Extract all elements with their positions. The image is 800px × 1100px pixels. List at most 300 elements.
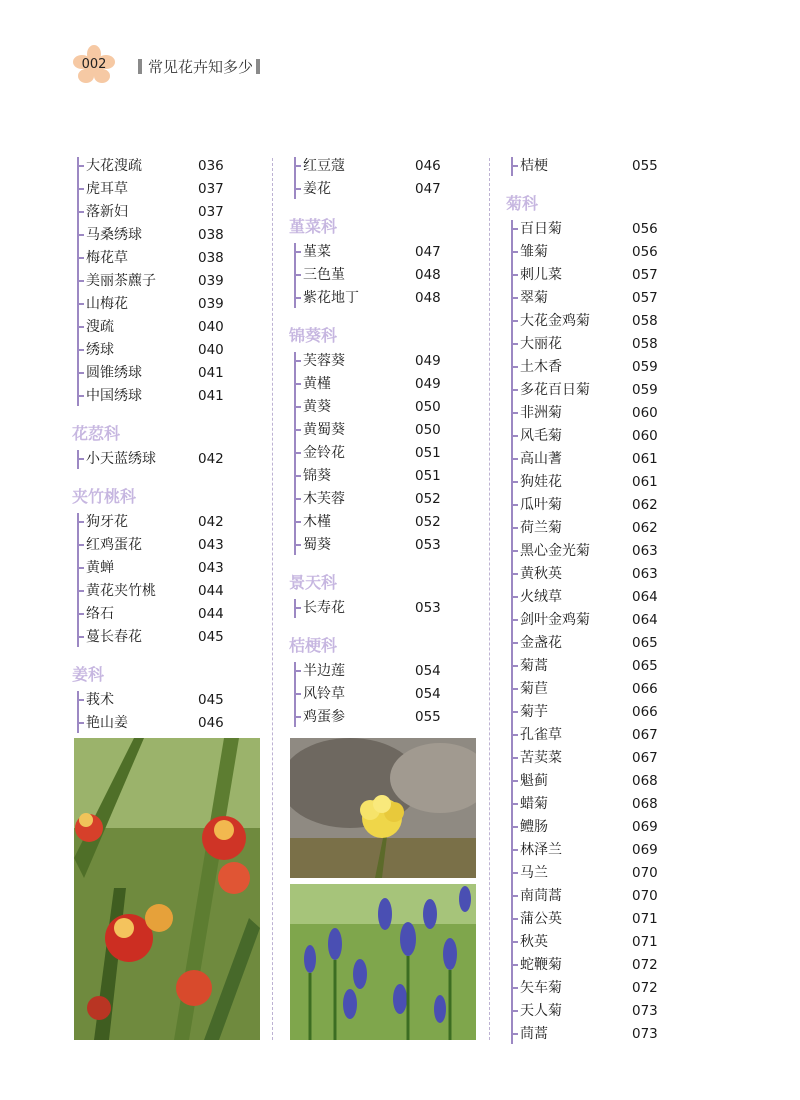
entry-page-number: 069 bbox=[632, 819, 658, 835]
index-entry[interactable] bbox=[506, 816, 696, 839]
index-column-2 bbox=[289, 155, 479, 737]
entry-page-number: 070 bbox=[632, 865, 658, 881]
entry-name: 艳山姜 bbox=[86, 715, 128, 731]
entry-page-number: 059 bbox=[632, 359, 658, 375]
entry-tick bbox=[78, 303, 84, 305]
entry-page-number: 052 bbox=[415, 514, 441, 530]
entry-page-number: 041 bbox=[198, 365, 224, 381]
entry-page-number: 059 bbox=[632, 382, 658, 398]
entry-name: 林泽兰 bbox=[520, 842, 562, 858]
title-bar-left bbox=[138, 59, 142, 74]
entry-tick bbox=[295, 274, 301, 276]
index-entry[interactable] bbox=[506, 540, 696, 563]
index-entry[interactable] bbox=[72, 362, 262, 385]
entry-page-number: 037 bbox=[198, 204, 224, 220]
index-entry[interactable] bbox=[72, 316, 262, 339]
entry-page-number: 060 bbox=[632, 428, 658, 444]
entry-name: 黄葵 bbox=[303, 399, 331, 415]
page-title: 常见花卉知多少 bbox=[148, 58, 254, 76]
index-entry[interactable] bbox=[289, 373, 479, 396]
index-entry[interactable] bbox=[72, 201, 262, 224]
entry-tick bbox=[512, 757, 518, 759]
family-heading: 姜科 bbox=[72, 665, 105, 684]
index-entry[interactable] bbox=[289, 241, 479, 264]
index-entry[interactable] bbox=[506, 448, 696, 471]
family-heading: 堇菜科 bbox=[289, 217, 338, 236]
index-group bbox=[289, 155, 479, 201]
family-heading: 桔梗科 bbox=[289, 636, 338, 655]
entry-page-number: 056 bbox=[632, 221, 658, 237]
entry-tick bbox=[512, 803, 518, 805]
column-separator bbox=[489, 158, 490, 1040]
index-group bbox=[72, 155, 262, 408]
entry-tick bbox=[512, 734, 518, 736]
entry-tick bbox=[512, 1010, 518, 1012]
entry-tick bbox=[78, 544, 84, 546]
index-entry[interactable] bbox=[506, 632, 696, 655]
page-number: 002 bbox=[81, 57, 107, 72]
entry-tick bbox=[512, 435, 518, 437]
index-entry[interactable] bbox=[506, 155, 696, 178]
index-entry[interactable] bbox=[289, 465, 479, 488]
index-entry[interactable] bbox=[506, 494, 696, 517]
entry-name: 黄槿 bbox=[303, 376, 331, 392]
index-entry[interactable] bbox=[72, 155, 262, 178]
entry-page-number: 055 bbox=[632, 158, 658, 174]
entry-page-number: 071 bbox=[632, 934, 658, 950]
entry-page-number: 037 bbox=[198, 181, 224, 197]
entry-tick bbox=[295, 716, 301, 718]
entry-tick bbox=[78, 257, 84, 259]
entry-tick bbox=[295, 165, 301, 167]
entry-name: 红豆蔻 bbox=[303, 158, 345, 174]
index-entry[interactable] bbox=[506, 839, 696, 862]
entry-name: 荷兰菊 bbox=[520, 520, 562, 536]
index-group bbox=[289, 660, 479, 729]
index-entry[interactable] bbox=[506, 1000, 696, 1023]
index-entry[interactable] bbox=[72, 534, 262, 557]
entry-tick bbox=[295, 360, 301, 362]
index-group bbox=[72, 511, 262, 649]
entry-name: 莪术 bbox=[86, 692, 114, 708]
entry-page-number: 041 bbox=[198, 388, 224, 404]
entry-page-number: 039 bbox=[198, 273, 224, 289]
title-bar-right bbox=[256, 59, 260, 74]
entry-page-number: 064 bbox=[632, 589, 658, 605]
index-entry[interactable] bbox=[506, 862, 696, 885]
entry-tick bbox=[512, 412, 518, 414]
index-entry[interactable] bbox=[506, 425, 696, 448]
entry-tick bbox=[512, 688, 518, 690]
entry-name: 小天蓝绣球 bbox=[86, 451, 156, 467]
entry-page-number: 062 bbox=[632, 520, 658, 536]
entry-page-number: 054 bbox=[415, 686, 441, 702]
entry-page-number: 067 bbox=[632, 727, 658, 743]
index-entry[interactable] bbox=[72, 448, 262, 471]
entry-tick bbox=[512, 665, 518, 667]
entry-page-number: 039 bbox=[198, 296, 224, 312]
entry-tick bbox=[512, 527, 518, 529]
entry-name: 落新妇 bbox=[86, 204, 128, 220]
entry-page-number: 065 bbox=[632, 635, 658, 651]
entry-name: 半边莲 bbox=[303, 663, 345, 679]
entry-tick bbox=[295, 607, 301, 609]
entry-name: 蜡菊 bbox=[520, 796, 548, 812]
entry-tick bbox=[512, 389, 518, 391]
entry-name: 非洲菊 bbox=[520, 405, 562, 421]
entry-name: 络石 bbox=[86, 606, 114, 622]
entry-name: 孔雀草 bbox=[520, 727, 562, 743]
entry-name: 金盏花 bbox=[520, 635, 562, 651]
index-entry[interactable] bbox=[506, 1023, 696, 1046]
entry-tick bbox=[512, 251, 518, 253]
index-entry[interactable] bbox=[289, 155, 479, 178]
entry-tick bbox=[512, 458, 518, 460]
index-entry[interactable] bbox=[289, 511, 479, 534]
entry-page-number: 051 bbox=[415, 445, 441, 461]
index-entry[interactable] bbox=[72, 224, 262, 247]
index-entry[interactable] bbox=[72, 270, 262, 293]
entry-name: 桔梗 bbox=[520, 158, 548, 174]
index-entry[interactable] bbox=[289, 442, 479, 465]
entry-name: 蔓长春花 bbox=[86, 629, 142, 645]
entry-page-number: 068 bbox=[632, 796, 658, 812]
entry-name: 黑心金光菊 bbox=[520, 543, 590, 559]
entry-name: 锦葵 bbox=[303, 468, 331, 484]
entry-tick bbox=[512, 711, 518, 713]
index-group bbox=[72, 689, 262, 735]
index-entry[interactable] bbox=[72, 293, 262, 316]
entry-name: 芙蓉葵 bbox=[303, 353, 345, 369]
index-group bbox=[506, 218, 696, 1046]
entry-name: 三色堇 bbox=[303, 267, 345, 283]
index-group bbox=[289, 350, 479, 557]
entry-tick bbox=[512, 964, 518, 966]
entry-page-number: 054 bbox=[415, 663, 441, 679]
entry-tick bbox=[78, 326, 84, 328]
entry-page-number: 038 bbox=[198, 250, 224, 266]
index-entry[interactable] bbox=[72, 247, 262, 270]
index-entry[interactable] bbox=[506, 908, 696, 931]
index-entry[interactable] bbox=[506, 747, 696, 770]
entry-page-number: 044 bbox=[198, 583, 224, 599]
index-entry[interactable] bbox=[289, 419, 479, 442]
entry-page-number: 070 bbox=[632, 888, 658, 904]
index-group bbox=[289, 597, 479, 620]
entry-tick bbox=[78, 211, 84, 213]
entry-tick bbox=[512, 366, 518, 368]
index-entry[interactable] bbox=[72, 712, 262, 735]
entry-name: 翠菊 bbox=[520, 290, 548, 306]
entry-name: 姜花 bbox=[303, 181, 331, 197]
entry-name: 中国绣球 bbox=[86, 388, 142, 404]
entry-tick bbox=[78, 613, 84, 615]
entry-page-number: 055 bbox=[415, 709, 441, 725]
index-entry[interactable] bbox=[506, 701, 696, 724]
entry-name: 木槿 bbox=[303, 514, 331, 530]
entry-tick bbox=[512, 987, 518, 989]
index-entry[interactable] bbox=[506, 563, 696, 586]
entry-page-number: 058 bbox=[632, 336, 658, 352]
index-entry[interactable] bbox=[506, 218, 696, 241]
entry-name: 剑叶金鸡菊 bbox=[520, 612, 590, 628]
family-heading: 景天科 bbox=[289, 573, 338, 592]
entry-page-number: 046 bbox=[198, 715, 224, 731]
family-heading: 花荵科 bbox=[72, 424, 121, 443]
entry-name: 马兰 bbox=[520, 865, 548, 881]
index-entry[interactable] bbox=[72, 557, 262, 580]
index-entry[interactable] bbox=[506, 287, 696, 310]
entry-tick bbox=[512, 165, 518, 167]
index-entry[interactable] bbox=[289, 396, 479, 419]
entry-name: 黄花夹竹桃 bbox=[86, 583, 156, 599]
entry-tick bbox=[512, 619, 518, 621]
entry-name: 大花溲疏 bbox=[86, 158, 142, 174]
entry-page-number: 050 bbox=[415, 399, 441, 415]
entry-page-number: 072 bbox=[632, 957, 658, 973]
index-entry[interactable] bbox=[72, 385, 262, 408]
index-entry[interactable] bbox=[289, 660, 479, 683]
entry-page-number: 050 bbox=[415, 422, 441, 438]
entry-name: 狗牙花 bbox=[86, 514, 128, 530]
entry-page-number: 052 bbox=[415, 491, 441, 507]
entry-name: 蜀葵 bbox=[303, 537, 331, 553]
index-entry[interactable] bbox=[72, 626, 262, 649]
entry-name: 菊蒿 bbox=[520, 658, 548, 674]
entry-page-number: 051 bbox=[415, 468, 441, 484]
entry-tick bbox=[295, 406, 301, 408]
entry-page-number: 048 bbox=[415, 290, 441, 306]
index-entry[interactable] bbox=[506, 793, 696, 816]
entry-tick bbox=[295, 383, 301, 385]
entry-page-number: 049 bbox=[415, 353, 441, 369]
entry-name: 鳢肠 bbox=[520, 819, 548, 835]
entry-page-number: 069 bbox=[632, 842, 658, 858]
entry-name: 高山蓍 bbox=[520, 451, 562, 467]
entry-tick bbox=[78, 395, 84, 397]
entry-tick bbox=[78, 458, 84, 460]
index-entry[interactable] bbox=[506, 770, 696, 793]
entry-tick bbox=[512, 1033, 518, 1035]
index-entry[interactable] bbox=[289, 350, 479, 373]
entry-tick bbox=[78, 699, 84, 701]
entry-page-number: 068 bbox=[632, 773, 658, 789]
entry-tick bbox=[512, 596, 518, 598]
index-entry[interactable] bbox=[506, 655, 696, 678]
entry-name: 魁蓟 bbox=[520, 773, 548, 789]
index-entry[interactable] bbox=[506, 517, 696, 540]
family-heading: 夹竹桃科 bbox=[72, 487, 137, 506]
entry-page-number: 056 bbox=[632, 244, 658, 260]
entry-page-number: 040 bbox=[198, 342, 224, 358]
index-entry[interactable] bbox=[72, 580, 262, 603]
entry-tick bbox=[512, 780, 518, 782]
entry-name: 风铃草 bbox=[303, 686, 345, 702]
entry-name: 金铃花 bbox=[303, 445, 345, 461]
index-entry[interactable] bbox=[289, 178, 479, 201]
entry-name: 鸡蛋参 bbox=[303, 709, 345, 725]
entry-page-number: 066 bbox=[632, 681, 658, 697]
entry-name: 瓜叶菊 bbox=[520, 497, 562, 513]
entry-tick bbox=[295, 429, 301, 431]
entry-name: 狗娃花 bbox=[520, 474, 562, 490]
entry-page-number: 045 bbox=[198, 629, 224, 645]
entry-tick bbox=[512, 504, 518, 506]
index-entry[interactable] bbox=[506, 379, 696, 402]
entry-page-number: 053 bbox=[415, 537, 441, 553]
index-entry[interactable] bbox=[289, 597, 479, 620]
index-entry[interactable] bbox=[506, 241, 696, 264]
entry-name: 百日菊 bbox=[520, 221, 562, 237]
entry-name: 绣球 bbox=[86, 342, 114, 358]
entry-name: 大丽花 bbox=[520, 336, 562, 352]
index-entry[interactable] bbox=[72, 339, 262, 362]
index-group bbox=[72, 448, 262, 471]
index-entry[interactable] bbox=[289, 287, 479, 310]
entry-name: 矢车菊 bbox=[520, 980, 562, 996]
entry-page-number: 043 bbox=[198, 560, 224, 576]
entry-name: 雏菊 bbox=[520, 244, 548, 260]
entry-tick bbox=[512, 228, 518, 230]
index-column-3 bbox=[506, 155, 696, 1054]
family-heading: 菊科 bbox=[506, 194, 539, 213]
entry-tick bbox=[512, 941, 518, 943]
index-entry[interactable] bbox=[506, 977, 696, 1000]
index-column-1 bbox=[72, 155, 262, 743]
entry-tick bbox=[295, 498, 301, 500]
entry-name: 溲疏 bbox=[86, 319, 114, 335]
index-entry[interactable] bbox=[506, 954, 696, 977]
entry-page-number: 057 bbox=[632, 267, 658, 283]
entry-name: 紫花地丁 bbox=[303, 290, 359, 306]
index-entry[interactable] bbox=[72, 178, 262, 201]
entry-name: 南茼蒿 bbox=[520, 888, 562, 904]
entry-name: 秋英 bbox=[520, 934, 548, 950]
column-separator bbox=[272, 158, 273, 1040]
entry-tick bbox=[512, 918, 518, 920]
entry-tick bbox=[295, 544, 301, 546]
entry-page-number: 065 bbox=[632, 658, 658, 674]
index-group bbox=[289, 241, 479, 310]
entry-name: 圆锥绣球 bbox=[86, 365, 142, 381]
entry-page-number: 042 bbox=[198, 514, 224, 530]
entry-tick bbox=[295, 297, 301, 299]
index-entry[interactable] bbox=[506, 609, 696, 632]
entry-page-number: 046 bbox=[415, 158, 441, 174]
entry-name: 美丽茶藨子 bbox=[86, 273, 156, 289]
entry-page-number: 044 bbox=[198, 606, 224, 622]
index-entry[interactable] bbox=[289, 683, 479, 706]
entry-page-number: 048 bbox=[415, 267, 441, 283]
entry-tick bbox=[295, 693, 301, 695]
entry-page-number: 061 bbox=[632, 451, 658, 467]
entry-tick bbox=[295, 521, 301, 523]
entry-page-number: 047 bbox=[415, 244, 441, 260]
entry-name: 蛇鞭菊 bbox=[520, 957, 562, 973]
entry-page-number: 062 bbox=[632, 497, 658, 513]
index-entry[interactable] bbox=[506, 724, 696, 747]
index-entry[interactable] bbox=[506, 310, 696, 333]
entry-name: 大花金鸡菊 bbox=[520, 313, 590, 329]
entry-page-number: 053 bbox=[415, 600, 441, 616]
entry-tick bbox=[512, 872, 518, 874]
index-entry[interactable] bbox=[289, 706, 479, 729]
entry-page-number: 038 bbox=[198, 227, 224, 243]
family-heading: 锦葵科 bbox=[289, 326, 338, 345]
entry-name: 长寿花 bbox=[303, 600, 345, 616]
entry-name: 黄蝉 bbox=[86, 560, 114, 576]
entry-tick bbox=[512, 895, 518, 897]
index-entry[interactable] bbox=[506, 333, 696, 356]
index-entry[interactable] bbox=[506, 678, 696, 701]
index-entry[interactable] bbox=[72, 511, 262, 534]
index-entry[interactable] bbox=[506, 356, 696, 379]
entry-name: 梅花草 bbox=[86, 250, 128, 266]
index-entry[interactable] bbox=[506, 264, 696, 287]
entry-tick bbox=[295, 670, 301, 672]
entry-page-number: 064 bbox=[632, 612, 658, 628]
entry-tick bbox=[78, 722, 84, 724]
index-entry[interactable] bbox=[506, 471, 696, 494]
entry-page-number: 047 bbox=[415, 181, 441, 197]
entry-name: 黄秋英 bbox=[520, 566, 562, 582]
entry-page-number: 058 bbox=[632, 313, 658, 329]
entry-page-number: 060 bbox=[632, 405, 658, 421]
entry-tick bbox=[512, 320, 518, 322]
entry-tick bbox=[295, 475, 301, 477]
entry-page-number: 071 bbox=[632, 911, 658, 927]
index-entry[interactable] bbox=[289, 534, 479, 557]
entry-tick bbox=[512, 826, 518, 828]
entry-page-number: 066 bbox=[632, 704, 658, 720]
entry-tick bbox=[295, 452, 301, 454]
index-entry[interactable] bbox=[72, 689, 262, 712]
entry-tick bbox=[78, 165, 84, 167]
entry-tick bbox=[512, 642, 518, 644]
entry-name: 堇菜 bbox=[303, 244, 331, 260]
entry-page-number: 067 bbox=[632, 750, 658, 766]
entry-tick bbox=[78, 636, 84, 638]
entry-page-number: 043 bbox=[198, 537, 224, 553]
entry-name: 菊苣 bbox=[520, 681, 548, 697]
entry-tick bbox=[512, 849, 518, 851]
index-entry[interactable] bbox=[289, 264, 479, 287]
index-entry[interactable] bbox=[72, 603, 262, 626]
entry-name: 苦荬菜 bbox=[520, 750, 562, 766]
index-entry[interactable] bbox=[506, 885, 696, 908]
entry-name: 山梅花 bbox=[86, 296, 128, 312]
index-entry[interactable] bbox=[506, 586, 696, 609]
entry-name: 菊芋 bbox=[520, 704, 548, 720]
entry-tick bbox=[512, 274, 518, 276]
entry-name: 红鸡蛋花 bbox=[86, 537, 142, 553]
entry-tick bbox=[78, 567, 84, 569]
entry-name: 火绒草 bbox=[520, 589, 562, 605]
index-entry[interactable] bbox=[506, 402, 696, 425]
entry-tick bbox=[512, 573, 518, 575]
entry-page-number: 061 bbox=[632, 474, 658, 490]
entry-name: 茼蒿 bbox=[520, 1026, 548, 1042]
index-entry[interactable] bbox=[289, 488, 479, 511]
entry-page-number: 063 bbox=[632, 566, 658, 582]
entry-page-number: 072 bbox=[632, 980, 658, 996]
entry-tick bbox=[512, 343, 518, 345]
entry-name: 黄蜀葵 bbox=[303, 422, 345, 438]
index-entry[interactable] bbox=[506, 931, 696, 954]
entry-page-number: 073 bbox=[632, 1003, 658, 1019]
entry-tick bbox=[295, 188, 301, 190]
entry-tick bbox=[512, 550, 518, 552]
